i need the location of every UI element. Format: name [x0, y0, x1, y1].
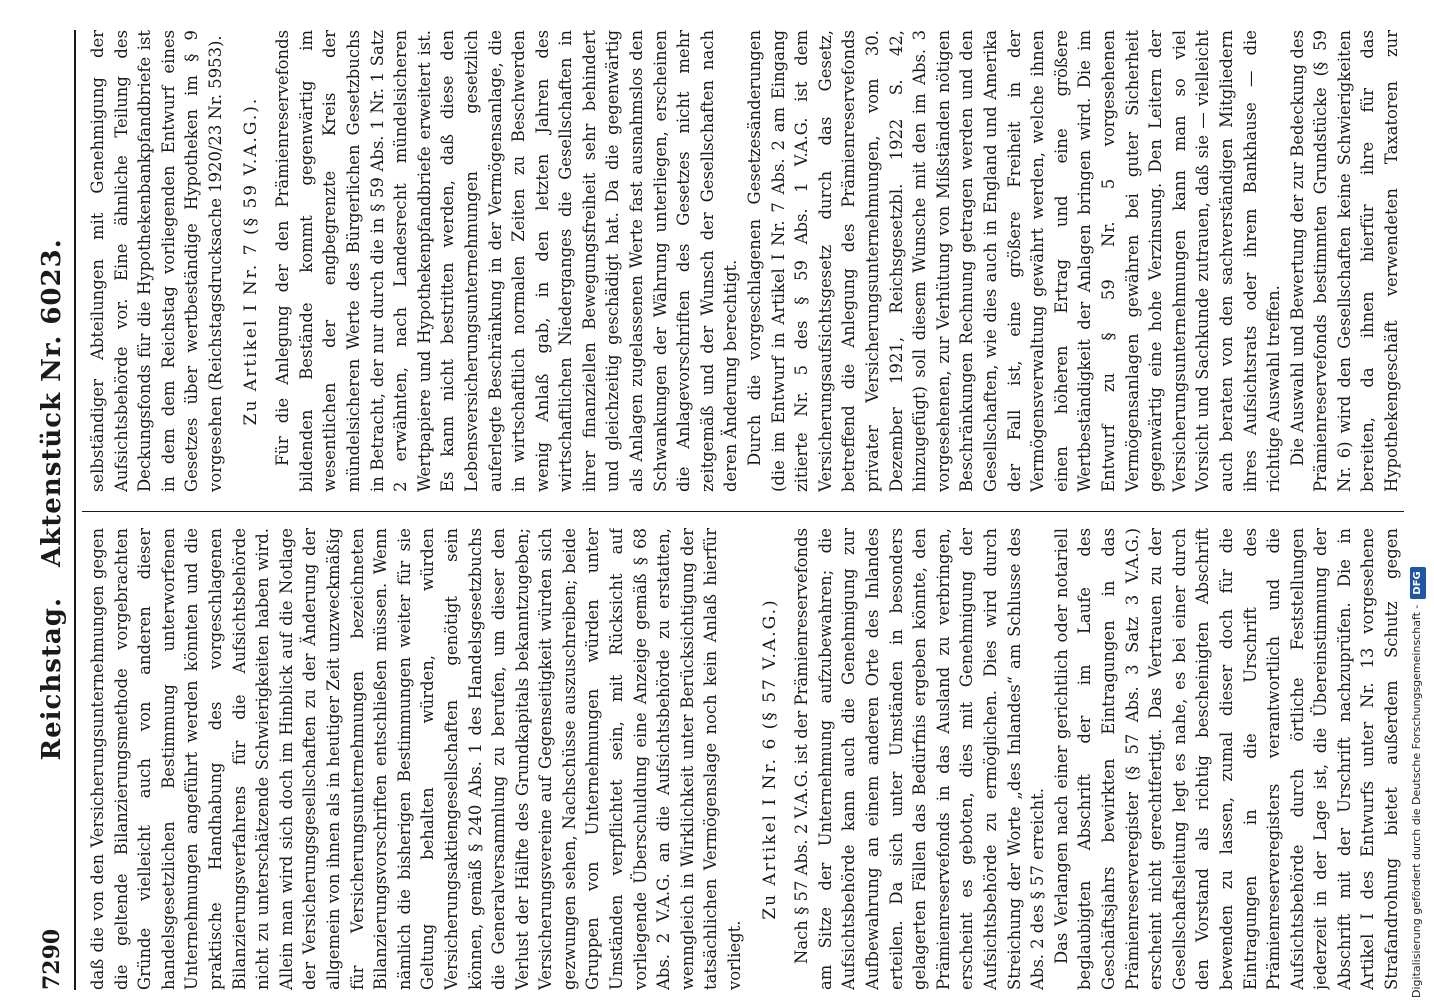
left-heading-artikel-6: Zu Artikel I Nr. 6 (§ 57 V.A.G.) — [759, 598, 780, 920]
right-paragraph-1: selbständiger Abteilungen mit Genehmigung der Aufsichtsbehörde vor. Eine ähnliche Teilung des Deckungsfonds für die Hypothekenbankpfandbriefe ist in dem dem Reichstag vorliegenden Entwurf eines Gesetzes über wertbeständige Hypotheken im § 9 vorgesehen (Reichstagsdrucksache 1920/23 Nr. 5953). — [88, 30, 225, 492]
left-paragraph-1: daß die von den Versicherungsunternehmungen gegen die geltende Bilanzierungsmethode vorgebrachten Gründe vielleicht auch von anderen dieser handelsgesetzlichen Bestimmung unterworfenen Unternehmungen angeführt werden könnten und die praktische Handhabung des vorgeschlagenen Bilanzierungsverfahrens für die Aufsichtsbehörde nicht zu unterschätzende Schwierigkeiten haben wird. Allein man wird sich doch im Hinblick auf die Notlage der Versicherungsgesellschaften zu der Änderung der allgemein von ihnen als in heutiger Zeit unzweckmäßig für Versicherungsunternehmungen bezeichneten Bilanzierungsvorschriften entschließen müssen. Wenn nämlich die bisherigen Bestimmungen weiter für sie Geltung behalten würden, würden Versicherungsaktiengesellschaften genötigt sein können, gemäß § 240 Abs. 1 des Handelsgesetzbuchs die Generalversammlung zu berufen, um dieser den Verlust der Hälfte des Grundkapitals bekanntzugeben; Versicherungsvereine auf Gegenseitigkeit würden sich gezwungen sehen, Nachschüsse auszuschreiben; beide Gruppen von Unternehmungen würden unter Umständen verpflichtet sein, mit Rücksicht auf vorliegende Überschuldung eine Anzeige gemäß § 68 Abs. 2 V.A.G. an die Aufsichtsbehörde zu erstatten, wenngleich in Wirklichkeit unter Berücksichtigung der tatsächlichen Vermögenslage noch kein Anlaß hierfür vorliegt. — [88, 528, 745, 990]
right-paragraph-3: Durch die vorgeschlagenen Gesetzesänderungen (die im Entwurf in Artikel I Nr. 7 Abs. 2 am Eingang zitierte Nr. 5 des § 59 Abs. 1 V.A.G. ist dem Versicherungsaufsichtsgesetz durch das Gesetz, betreffend die Anlegung des Prämienreservefonds privater Versicherungsunternehmungen, vom 30. Dezember 1921, Reichsgesetzbl. 1922 S. 42, hinzugefügt) soll diesem Wunsche mit den im Abs. 3 vorgesehenen, zur Verhütung von Mißständen nötigen Beschränkungen Rechnung getragen werden und den Gesellschaften, wie dies auch in England und Amerika der Fall ist, eine größere Freiheit in der Vermögensverwaltung gewährt werden, welche ihnen einen höheren Ertrag und eine größere Wertbeständigkeit der Anlagen bringen wird. Die im Entwurf zu § 59 Nr. 5 vorgesehenen Vermögensanlagen gewähren bei guter Sicherheit gegenwärtig eine hohe Verzinsung. Den Leitern der Versicherungsunternehmungen kann man so viel Vorsicht und Sachkunde zutrauen, daß sie — vielleicht auch beraten von den sachverständigen Mitgliedern ihres Aufsichtsrats oder ihrem Bankhause — die richtige Auswahl treffen. — [745, 30, 1284, 492]
credit-text: Digitalisierung gefördert durch die Deutsche Forschungsgemeinschaft - — [1410, 604, 1423, 998]
right-column — [86, 30, 1404, 492]
column-divider — [82, 511, 1404, 512]
right-paragraph-4: Die Auswahl und Bewertung der zur Bedeckung des Prämienreservefonds bestimmten Grundstücke (§ 59 Nr. 6) wird den Gesellschaften keine Schwierigkeiten bereiten, da ihnen hierfür ihre für das Hypothekengeschäft verwendeten Taxatoren zur — [1287, 30, 1402, 492]
dfg-logo: DFG — [1410, 567, 1426, 598]
header-title — [37, 228, 67, 770]
header-left-title: Reichstag. — [37, 597, 67, 761]
left-paragraph-2: Nach § 57 Abs. 2 V.A.G. ist der Prämienreservefonds am Sitze der Unternehmung aufzubewahren; die Aufsichtsbehörde kann auch die Genehmigung zur Aufbewahrung an einem anderen Orte des Inlandes erteilen. Da sich unter Umständen in besonders gelagerten Fällen das Bedürfnis ergeben könnte, den Prämienreservefonds in das Ausland zu verbringen, erscheint es geboten, dies mit Genehmigung der Aufsichtsbehörde zu ermöglichen. Dies wird durch Streichung der Worte „des Inlandes“ am Schlusse des Abs. 2 des § 57 erreicht. — [792, 528, 1048, 990]
digitization-credit — [1409, 8, 1429, 998]
page-header — [30, 30, 76, 990]
left-column — [86, 528, 1404, 990]
right-paragraph-2: Für die Anlegung der den Prämienreservefonds bildenden Bestände kommt gegenwärtig im wesentlichen der engbegrenzte Kreis der mündelsicheren Werte des Bürgerlichen Gesetzbuchs in Betracht, der nur durch die in § 59 Abs. 1 Nr. 1 Satz 2 erwähnten, nach Landesrecht mündelsicheren Wertpapiere und Hypothekenpfandbriefe erweitert ist. Es kann nicht bestritten werden, daß diese den Lebensversicherungsunternehmungen gesetzlich auferlegte Beschränkung in der Vermögensanlage, die in wirtschaftlich normalen Zeiten zu Beschwerden wenig Anlaß gab, in den letzten Jahren des wirtschaftlichen Niederganges die Gesellschaften in ihrer finanziellen Bewegungsfreiheit sehr behindert und gleichzeitig geschädigt hat. Da die gegenwärtig als Anlagen zugelassenen Werte fast ausnahmslos den Schwankungen der Währung unterliegen, erscheinen die Anlagevorschriften des Gesetzes nicht mehr zeitgemäß und der Wunsch der Gesellschaften nach deren Änderung berechtigt. — [273, 30, 741, 492]
page-number: 7290 — [39, 928, 65, 990]
left-paragraph-3: Das Verlangen nach einer gerichtlich oder notariell beglaubigten Abschrift der im Laufe des Geschäftsjahrs bewirkten Eintragungen in das Prämienreserveregister (§ 57 Abs. 3 Satz 3 V.A.G.) erscheint nicht gerechtfertigt. Das Vertrauen zu der Gesellschaftsleitung legt es nahe, es bei einer durch den Vorstand als richtig bescheinigten Abschrift bewenden zu lassen, zumal dieser doch für die Eintragungen in die Urschrift des Prämienreserveregisters verantwortlich und die Aufsichtsbehörde durch örtliche Feststellungen jederzeit in der Lage ist, die Übereinstimmung der Abschrift mit der Urschrift nachzuprüfen. Die in Artikel I des Entwurfs unter Nr. 13 vorgesehene Strafandrohung bietet außerdem Schutz gegen — [1051, 528, 1402, 990]
right-heading-artikel-7: Zu Artikel I Nr. 7 (§ 59 V.A.G.). — [240, 96, 261, 426]
credit-line — [1409, 18, 1426, 998]
header-right-title: Aktenstück Nr. 6023. — [37, 238, 67, 567]
rotated-document-page — [30, 30, 1410, 990]
